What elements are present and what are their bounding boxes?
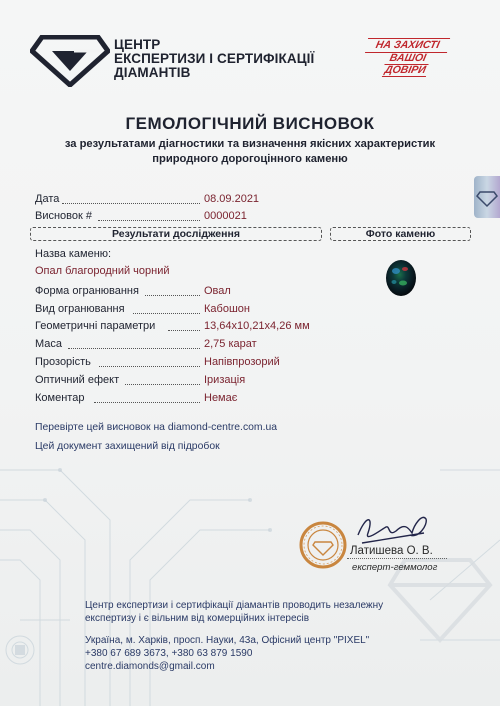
stone-name-value: Опал благородний чорний (35, 265, 170, 277)
stone-photo (383, 258, 419, 298)
date-label: Дата (35, 193, 60, 205)
dimensions-label: Геометричні параметри (35, 320, 156, 332)
document-title: ГЕМОЛОГІЧНИЙ ВИСНОВОК (125, 114, 375, 133)
cut-shape-label: Форма огранювання (35, 285, 139, 297)
contact-block (85, 634, 369, 673)
dimensions-dots (168, 330, 200, 331)
slogan-line2: ВАШОЇ (384, 53, 431, 65)
cut-shape-dots (145, 295, 200, 296)
number-row (35, 210, 92, 222)
verify-text: Перевірте цей висновок на (35, 422, 165, 433)
independence-note-line1: Центр експертизи і сертифікації діамантів проводить незалежну (85, 600, 384, 611)
verify-site-link[interactable]: diamond-centre.com.ua (167, 422, 278, 433)
address: Україна, м. Харків, просп. Науки, 43а, Офісний центр "PIXEL" (85, 635, 370, 646)
independence-note (85, 599, 383, 625)
slogan-line3: ДОВІРИ (383, 64, 428, 76)
results-section-header: Результати дослідження (30, 227, 322, 241)
official-stamp-seal (298, 520, 348, 570)
transparency-dots (99, 366, 200, 367)
document-subtitle (30, 137, 470, 167)
expert-name: Латишева О. В. (350, 545, 433, 557)
transparency-label: Прозорість (35, 356, 91, 368)
transparency-value: Напівпрозорий (204, 356, 280, 368)
cut-shape-value: Овал (204, 285, 231, 297)
dimensions-value: 13,64x10,21x4,26 мм (204, 320, 310, 332)
cut-type-label: Вид огранювання (35, 303, 125, 315)
subtitle-line2: природного дорогоцінного каменю (152, 153, 348, 165)
comment-dots (94, 402, 200, 403)
expert-title: експерт-геммолог (352, 562, 438, 573)
number-value: 0000021 (204, 210, 247, 222)
cut-type-dots (133, 313, 200, 314)
verify-line (35, 422, 277, 433)
email-address[interactable]: centre.diamonds@gmail.com (85, 661, 215, 672)
stone-name-label: Назва каменю: (35, 248, 112, 260)
diamond-logo-icon (30, 35, 110, 87)
photo-section-header: Фото каменю (330, 227, 471, 241)
date-dots (62, 203, 200, 204)
org-name-line1: ЦЕНТР (114, 37, 161, 52)
phone-numbers[interactable]: +380 67 689 3673, +380 63 879 1590 (85, 648, 253, 659)
slogan (360, 38, 450, 77)
weight-value: 2,75 карат (204, 338, 257, 350)
cut-type-value: Кабошон (204, 303, 250, 315)
comment-label: Коментар (35, 392, 85, 404)
hologram-diamond-icon (474, 176, 500, 218)
optical-effect-value: Іризація (204, 374, 246, 386)
weight-dots (68, 348, 200, 349)
date-value: 08.09.2021 (204, 193, 260, 205)
comment-value: Немає (204, 392, 238, 404)
signature-line (347, 558, 447, 559)
independence-note-line2: експертизу і є вільним від комерційних інтересів (85, 613, 310, 624)
number-dots (98, 220, 200, 221)
handwritten-signature (352, 505, 442, 550)
weight-label: Маса (35, 338, 63, 350)
organization-name (114, 38, 314, 80)
date-row (35, 193, 59, 205)
optical-effect-dots (125, 384, 200, 385)
number-label: Висновок # (35, 210, 92, 222)
hologram-tab (474, 176, 500, 218)
subtitle-line1: за результатами діагностики та визначення якісних характеристик (64, 138, 436, 150)
org-name-line2: ЕКСПЕРТИЗИ І СЕРТИФІКАЦІЇ (114, 51, 315, 66)
optical-effect-label: Оптичний ефект (35, 374, 120, 386)
org-name-line3: ДІАМАНТІВ (114, 65, 191, 80)
protection-note: Цей документ захищений від підробок (35, 441, 220, 452)
slogan-line1: НА ЗАХИСТІ (365, 38, 450, 53)
